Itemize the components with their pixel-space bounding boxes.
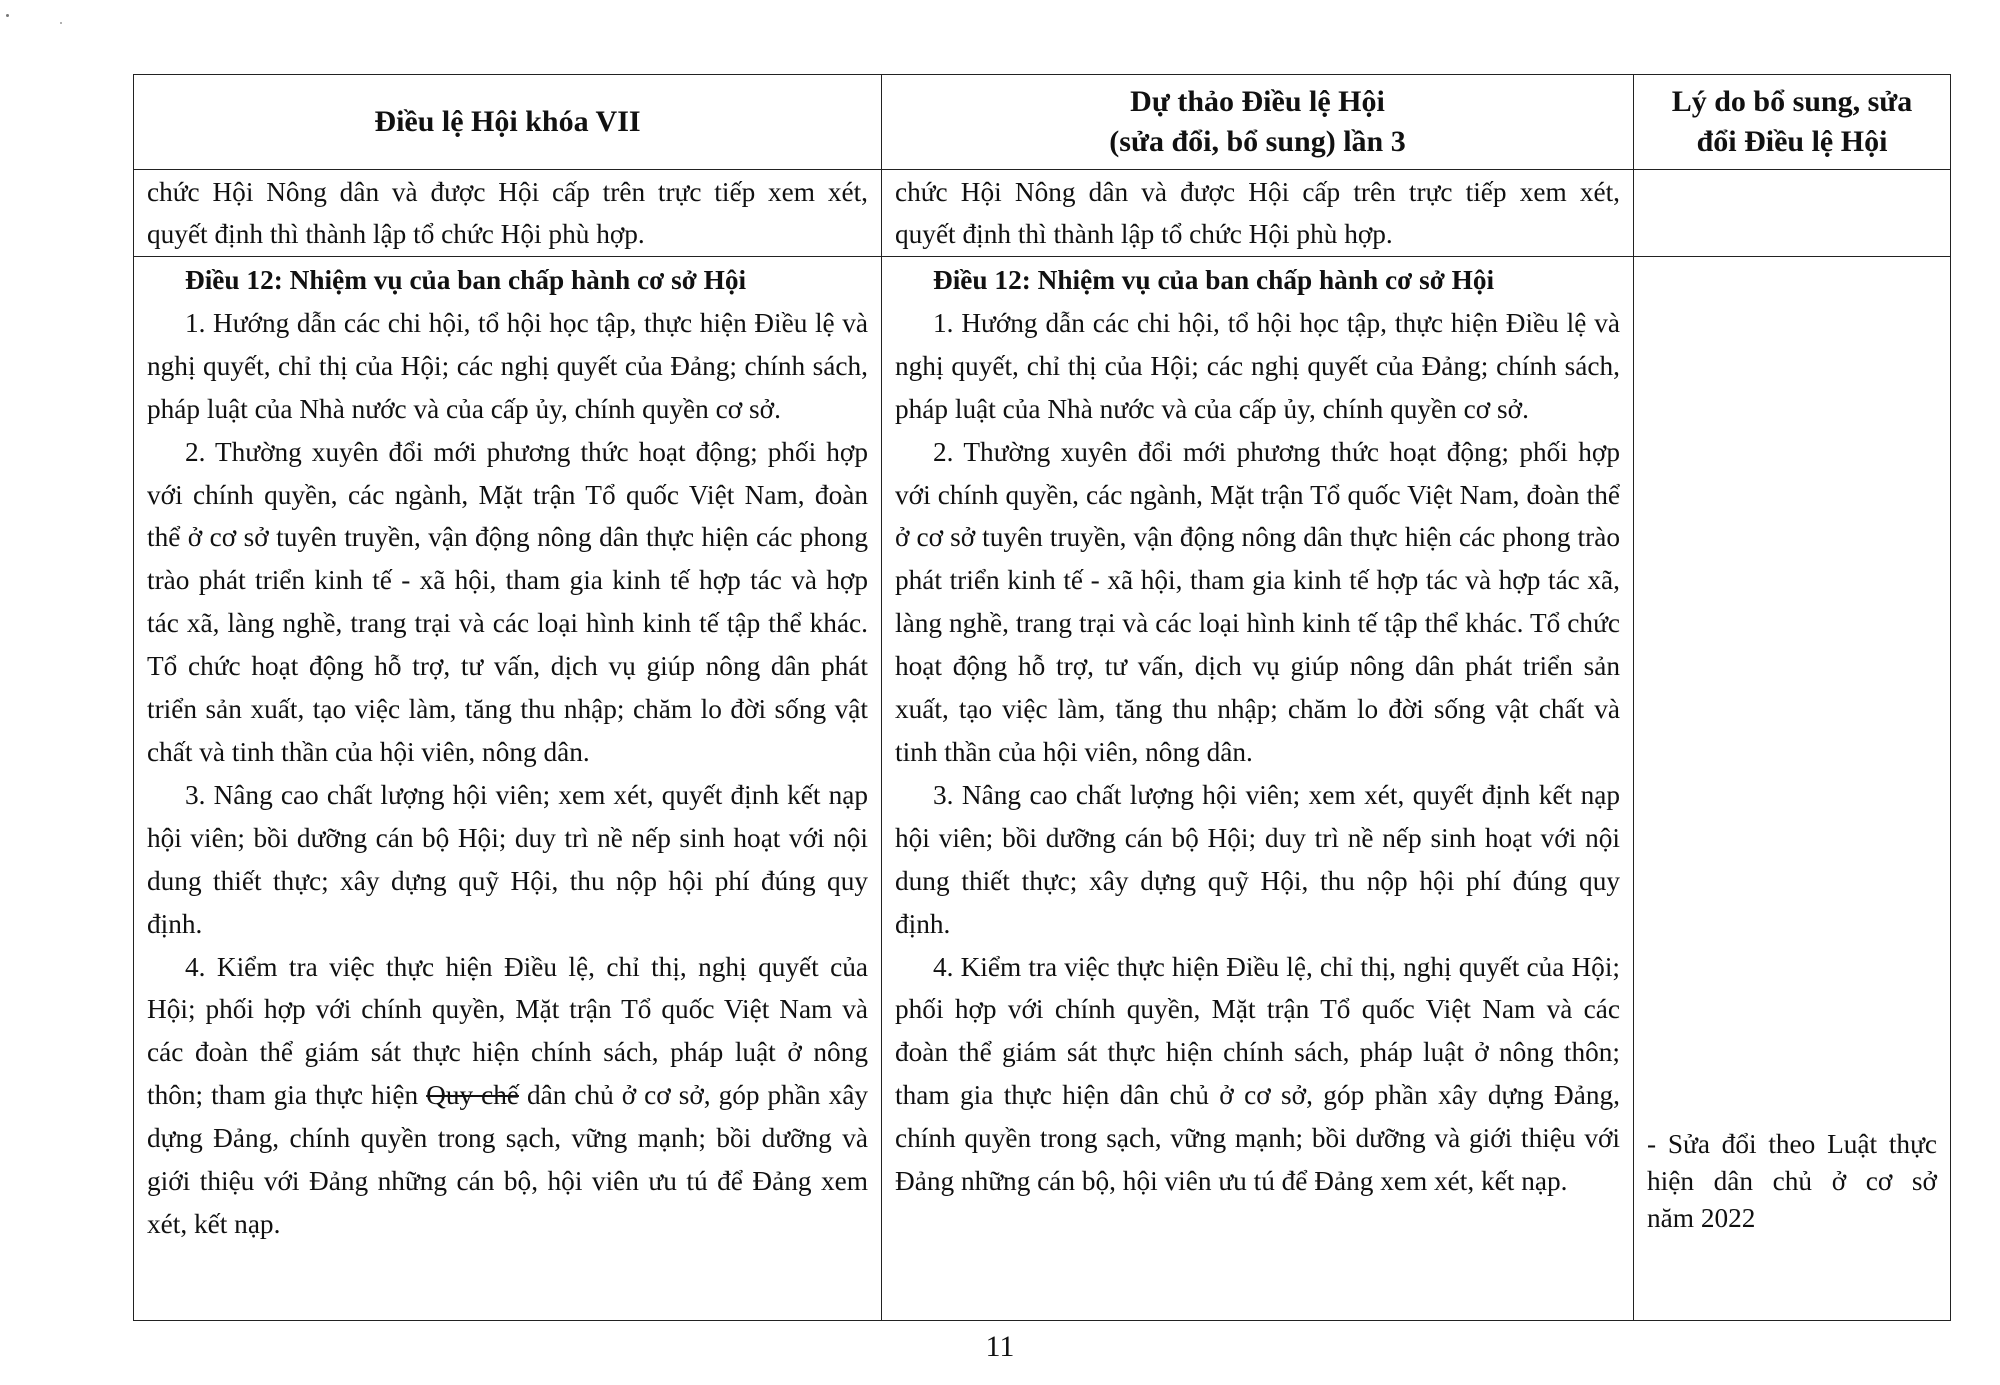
cell-draft (882, 170, 1634, 257)
text-line: hiện dân chủ ở cơ sở (1647, 1166, 1937, 1196)
paragraph: 1. Hướng dẫn các chi hội, tổ hội học tập, thực hiện Điều lệ và nghị quyết, chỉ thị của Hội; các nghị quyết của Đảng; chính sách, pháp luật của Nhà nước và của cấp ủy, chính quyền cơ sở. (895, 307, 1620, 424)
paragraph: 4. Kiểm tra việc thực hiện Điều lệ, chỉ thị, nghị quyết của Hội; phối hợp với chính quyền, Mặt trận Tổ quốc Việt Nam và các đoàn thể giám sát thực hiện chính sách, pháp luật ở nông thôn; tham gia thực hiện dân chủ ở cơ sở, góp phần xây dựng Đảng, chính quyền trong sạch, vững mạnh; bồi dưỡng và giới thiệu với Đảng những cán bộ, hội viên ưu tú để Đảng xem xét, kết nạp. (895, 951, 1620, 1197)
page-number: 11 (985, 1330, 1015, 1363)
header-draft-charter: Dự thảo Điều lệ Hội (sửa đổi, bổ sung) lần 3 (882, 75, 1634, 170)
article-title: Điều 12: Nhiệm vụ của ban chấp hành cơ sở Hội (185, 265, 747, 295)
article-title: Điều 12: Nhiệm vụ của ban chấp hành cơ sở Hội (933, 265, 1495, 295)
paragraph: 2. Thường xuyên đổi mới phương thức hoạt động; phối hợp với chính quyền, các ngành, Mặt trận Tổ quốc Việt Nam, đoàn thể ở cơ sở tuyên truyền, vận động nông dân thực hiện các phong trào phát triển kinh tế - xã hội, tham gia kinh tế hợp tác và hợp tác xã, làng nghề, trang trại và các loại hình kinh tế tập thể khác. Tổ chức hoạt động hỗ trợ, tư vấn, dịch vụ giúp nông dân phát triển sản xuất, tạo việc làm, tăng thu nhập; chăm lo đời sống vật chất và tinh thần của hội viên, nông dân. (147, 436, 868, 767)
header-reason: Lý do bổ sung, sửa đổi Điều lệ Hội (1634, 75, 1951, 170)
cell-current (134, 170, 882, 257)
text-line: chức Hội Nông dân và được Hội cấp trên trực tiếp xem xét, (147, 177, 868, 207)
scan-speck (6, 14, 9, 17)
paragraph: 2. Thường xuyên đổi mới phương thức hoạt động; phối hợp với chính quyền, các ngành, Mặt trận Tổ quốc Việt Nam, đoàn thể ở cơ sở tuyên truyền, vận động nông dân thực hiện các phong trào phát triển kinh tế - xã hội, tham gia kinh tế hợp tác và hợp tác xã, làng nghề, trang trại và các loại hình kinh tế tập thể khác. Tổ chức hoạt động hỗ trợ, tư vấn, dịch vụ giúp nông dân phát triển sản xuất, tạo việc làm, tăng thu nhập; chăm lo đời sống vật chất và tinh thần của hội viên, nông dân. (895, 436, 1620, 767)
text-line: quyết định thì thành lập tổ chức Hội phù hợp. (147, 219, 645, 249)
comparison-table (133, 74, 1951, 1321)
paragraph: 4. Kiểm tra việc thực hiện Điều lệ, chỉ thị, nghị quyết của Hội; phối hợp với chính quyền, Mặt trận Tổ quốc Việt Nam và các đoàn thể giám sát thực hiện chính sách, pháp luật ở nông thôn; tham gia thực hiện Quy chế dân chủ ở cơ sở, góp phần xây dựng Đảng, chính quyền trong sạch, vững mạnh; bồi dưỡng và giới thiệu với Đảng những cán bộ, hội viên ưu tú để Đảng xem xét, kết nạp. (147, 951, 868, 1239)
text-line: - Sửa đổi theo Luật thực (1647, 1129, 1937, 1159)
paragraph: 3. Nâng cao chất lượng hội viên; xem xét, quyết định kết nạp hội viên; bồi dưỡng cán bộ Hội; duy trì nề nếp sinh hoạt với nội dung thiết thực; xây dựng quỹ Hội, thu nộp hội phí đúng quy định. (147, 779, 868, 939)
table-row (134, 170, 1951, 257)
table-row (134, 257, 1951, 1321)
cell-reason (1634, 257, 1951, 1321)
paragraph: 3. Nâng cao chất lượng hội viên; xem xét, quyết định kết nạp hội viên; bồi dưỡng cán bộ Hội; duy trì nề nếp sinh hoạt với nội dung thiết thực; xây dựng quỹ Hội, thu nộp hội phí đúng quy định. (895, 779, 1620, 939)
cell-draft (882, 257, 1634, 1321)
scan-speck (60, 22, 62, 24)
cell-reason (1634, 170, 1951, 257)
cell-current (134, 257, 882, 1321)
text-line: quyết định thì thành lập tổ chức Hội phù hợp. (895, 219, 1393, 249)
reason-note (1647, 1126, 1937, 1237)
paragraph: 1. Hướng dẫn các chi hội, tổ hội học tập, thực hiện Điều lệ và nghị quyết, chỉ thị của Hội; các nghị quyết của Đảng; chính sách, pháp luật của Nhà nước và của cấp ủy, chính quyền cơ sở. (147, 307, 868, 424)
text-line: chức Hội Nông dân và được Hội cấp trên trực tiếp xem xét, (895, 177, 1620, 207)
struck-text: Quy chế (426, 1080, 519, 1111)
text-line: năm 2022 (1647, 1203, 1756, 1233)
table-header-row (134, 75, 1951, 170)
header-current-charter: Điều lệ Hội khóa VII (134, 75, 882, 170)
